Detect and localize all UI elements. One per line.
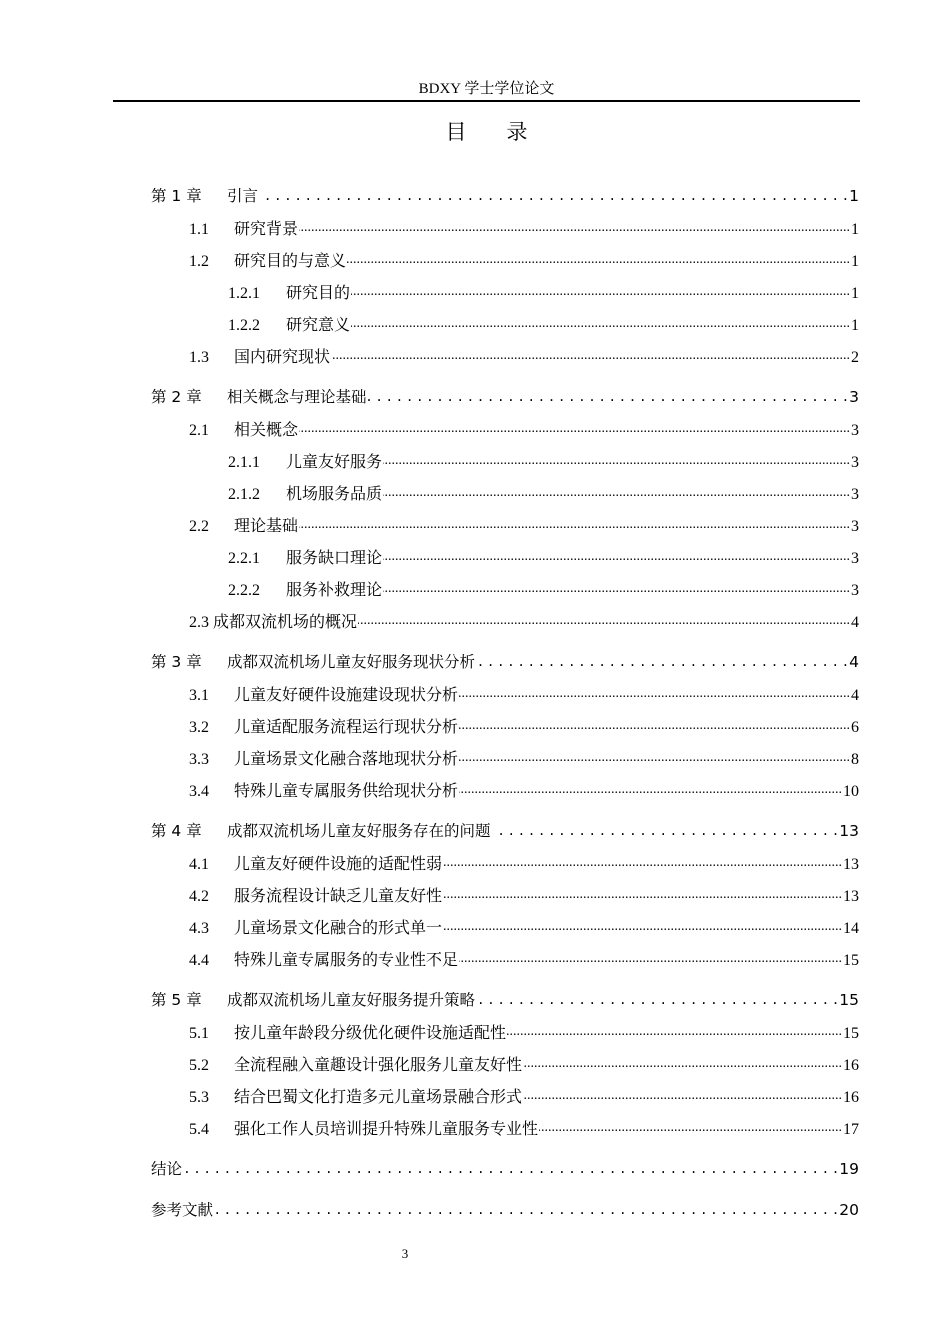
toc-entry[interactable]	[189, 1116, 859, 1138]
running-header: BDXY 学士学位论文	[418, 81, 555, 97]
toc-entry-page: 4	[851, 687, 859, 704]
toc-entry-title: 相关概念	[234, 422, 299, 439]
toc-entry[interactable]	[189, 609, 859, 631]
toc-entry[interactable]	[228, 449, 859, 471]
toc-entry-number: 2.2	[189, 518, 209, 535]
toc-dot-leader	[183, 1161, 838, 1179]
toc-entry-number: 1.1	[189, 221, 209, 238]
toc-entry[interactable]	[189, 513, 859, 535]
toc-entry-page: 10	[843, 783, 859, 800]
toc-entry-page: 17	[843, 1121, 859, 1138]
toc-dot-leader	[383, 485, 850, 503]
toc-entry-number: 第 3 章	[151, 653, 202, 671]
toc-entry[interactable]	[189, 883, 859, 905]
toc-dot-leader	[347, 252, 850, 270]
toc-entry-number: 1.2.2	[228, 317, 260, 334]
toc-entry-title: 相关概念与理论基础	[227, 388, 367, 406]
toc-entry[interactable]	[151, 988, 859, 1010]
toc-entry-title: 结合巴蜀文化打造多元儿童场景融合形式	[234, 1089, 523, 1106]
toc-dot-leader	[259, 188, 848, 206]
toc-dot-leader	[523, 1056, 842, 1074]
toc-entry-title: 研究背景	[234, 221, 299, 238]
toc-entry[interactable]	[228, 312, 859, 334]
toc-entry[interactable]	[189, 344, 859, 366]
toc-entry[interactable]	[151, 385, 859, 407]
toc-entry[interactable]	[228, 481, 859, 503]
toc-entry-number: 5.3	[189, 1089, 209, 1106]
toc-entry[interactable]	[189, 1020, 859, 1042]
toc-entry-title: 特殊儿童专属服务供给现状分析	[234, 783, 459, 800]
toc-entry[interactable]	[189, 1084, 859, 1106]
toc-entry-title: 机场服务品质	[286, 486, 383, 503]
toc-entry[interactable]	[189, 778, 859, 800]
toc-entry-title: 服务补救理论	[286, 582, 383, 599]
toc-entry-title: 引言	[227, 187, 259, 205]
toc-dot-leader	[331, 348, 850, 366]
toc-entry-page: 1	[851, 253, 859, 270]
toc-dot-leader	[507, 1024, 842, 1042]
toc-entry-number: 3.4	[189, 783, 209, 800]
toc-dot-leader	[459, 686, 850, 704]
toc-entry-number: 4.2	[189, 888, 209, 905]
toc-dot-leader	[368, 389, 849, 407]
toc-entry-page: 1	[851, 285, 859, 302]
toc-entry-number: 第 5 章	[151, 991, 202, 1009]
toc-dot-leader	[299, 421, 850, 439]
toc-dot-leader	[539, 1120, 842, 1138]
toc-dot-leader	[383, 549, 850, 567]
page-title	[113, 116, 860, 146]
toc-entry-title: 特殊儿童专属服务的专业性不足	[234, 952, 459, 969]
toc-entry-page: 3	[851, 550, 859, 567]
toc-dot-leader	[299, 220, 850, 238]
toc-entry-number: 3.3	[189, 751, 209, 768]
toc-entry-page: 20	[839, 1201, 859, 1219]
toc-dot-leader	[459, 951, 842, 969]
toc-entry-title: 儿童场景文化融合的形式单一	[234, 920, 443, 937]
toc-entry-title: 儿童友好服务	[286, 454, 383, 471]
toc-entry-page: 3	[851, 486, 859, 503]
toc-entry-page: 3	[849, 388, 859, 406]
toc-entry-number: 第 2 章	[151, 388, 202, 406]
toc-entry-number: 2.2.1	[228, 550, 260, 567]
title-char-2: 录	[506, 120, 528, 144]
toc-entry-title: 儿童适配服务流程运行现状分析	[234, 719, 459, 736]
toc-entry-number: 2.2.2	[228, 582, 260, 599]
toc-dot-leader	[443, 887, 842, 905]
toc-dot-leader	[299, 517, 850, 535]
toc-dot-leader	[523, 1088, 842, 1106]
toc-entry-page: 6	[851, 719, 859, 736]
toc-entry-number: 5.1	[189, 1025, 209, 1042]
toc-entry-page: 13	[843, 856, 859, 873]
toc-entry-page: 1	[851, 317, 859, 334]
toc-entry-title: 全流程融入童趣设计强化服务儿童友好性	[234, 1057, 523, 1074]
toc-entry-number: 2.1.1	[228, 454, 260, 471]
toc-entry-title: 参考文献	[151, 1201, 214, 1219]
toc-entry-title: 儿童场景文化融合落地现状分析	[234, 751, 459, 768]
toc-entry-number: 1.2	[189, 253, 209, 270]
header-rule	[113, 100, 860, 102]
toc-entry-page: 19	[839, 1160, 859, 1178]
toc-entry-page: 4	[849, 653, 859, 671]
toc-entry[interactable]	[151, 819, 859, 841]
toc-entry-number: 2.1.2	[228, 486, 260, 503]
toc-entry-title: 研究目的	[286, 285, 351, 302]
toc-entry-page: 3	[851, 518, 859, 535]
toc-entry[interactable]	[228, 280, 859, 302]
toc-dot-leader	[351, 316, 850, 334]
toc-entry-title: 强化工作人员培训提升特殊儿童服务专业性	[234, 1121, 539, 1138]
toc-entry-title: 服务缺口理论	[286, 550, 383, 567]
toc-entry-title: 成都双流机场儿童友好服务提升策略	[227, 991, 476, 1009]
toc-dot-leader	[459, 750, 850, 768]
toc-entry-page: 2	[851, 349, 859, 366]
toc-dot-leader	[214, 1202, 838, 1220]
toc-entry-title: 研究目的与意义	[234, 253, 347, 270]
toc-entry-page: 14	[843, 920, 859, 937]
toc-entry-number: 5.4	[189, 1121, 209, 1138]
toc-dot-leader	[459, 718, 850, 736]
toc-dot-leader	[443, 919, 842, 937]
toc-entry-number: 2.1	[189, 422, 209, 439]
toc-entry-page: 3	[851, 582, 859, 599]
toc-entry[interactable]	[189, 746, 859, 768]
toc-entry[interactable]	[189, 216, 859, 238]
toc-entry[interactable]	[189, 417, 859, 439]
toc-entry-page: 1	[851, 221, 859, 238]
toc-entry-number: 4.3	[189, 920, 209, 937]
toc-dot-leader	[358, 613, 850, 631]
toc-entry[interactable]	[189, 947, 859, 969]
toc-entry-title: 国内研究现状	[234, 349, 331, 366]
toc-entry-page: 1	[849, 187, 859, 205]
toc-entry-page: 16	[843, 1057, 859, 1074]
toc-dot-leader	[476, 654, 848, 672]
toc-entry-number: 第 4 章	[151, 822, 202, 840]
toc-dot-leader	[459, 782, 842, 800]
toc-entry-page: 16	[843, 1089, 859, 1106]
toc-entry-page: 15	[843, 952, 859, 969]
toc-entry-number: 5.2	[189, 1057, 209, 1074]
toc-entry-title: 结论	[151, 1160, 183, 1178]
toc-entry-title: 成都双流机场儿童友好服务现状分析	[227, 653, 476, 671]
toc-entry[interactable]	[189, 714, 859, 736]
toc-entry[interactable]	[151, 1198, 859, 1220]
toc-entry-number: 4.4	[189, 952, 209, 969]
toc-entry-number: 1.3	[189, 349, 209, 366]
toc-entry[interactable]	[189, 1052, 859, 1074]
toc-entry-page: 15	[843, 1025, 859, 1042]
toc-entry-page: 15	[839, 991, 859, 1009]
toc-entry[interactable]	[151, 184, 859, 206]
toc-entry-page: 13	[839, 822, 859, 840]
toc-entry-title: 成都双流机场儿童友好服务存在的问题	[227, 822, 491, 840]
toc-dot-leader	[443, 855, 842, 873]
toc-dot-leader	[476, 992, 838, 1010]
toc-entry-title: 研究意义	[286, 317, 351, 334]
toc-entry-number: 3.1	[189, 687, 209, 704]
toc-entry-number: 1.2.1	[228, 285, 260, 302]
toc-entry[interactable]	[228, 577, 859, 599]
toc-dot-leader	[383, 581, 850, 599]
toc-entry-number: 4.1	[189, 856, 209, 873]
toc-entry-page: 3	[851, 454, 859, 471]
toc-entry-page: 4	[851, 614, 859, 631]
toc-entry[interactable]	[189, 851, 859, 873]
toc-entry-number: 3.2	[189, 719, 209, 736]
toc-entry[interactable]	[151, 1157, 859, 1179]
toc-entry-number: 2.3	[189, 614, 213, 631]
toc-entry-number: 第 1 章	[151, 187, 202, 205]
toc-dot-leader	[492, 823, 839, 841]
toc-entry-title: 儿童友好硬件设施建设现状分析	[234, 687, 459, 704]
toc-entry-title: 服务流程设计缺乏儿童友好性	[234, 888, 443, 905]
toc-entry-title: 成都双流机场的概况	[213, 614, 358, 631]
title-char-1: 目	[445, 120, 467, 144]
toc-entry[interactable]	[189, 248, 859, 270]
toc-entry[interactable]	[189, 682, 859, 704]
toc-entry-title: 儿童友好硬件设施的适配性弱	[234, 856, 443, 873]
toc-entry[interactable]	[151, 650, 859, 672]
toc-entry-title: 理论基础	[234, 518, 299, 535]
toc-entry-title: 按儿童年龄段分级优化硬件设施适配性	[234, 1025, 507, 1042]
toc-entry[interactable]	[228, 545, 859, 567]
toc-dot-leader	[383, 453, 850, 471]
toc-entry-page: 8	[851, 751, 859, 768]
toc-entry-page: 3	[851, 422, 859, 439]
toc-dot-leader	[351, 284, 850, 302]
toc-entry-page: 13	[843, 888, 859, 905]
toc-entry[interactable]	[189, 915, 859, 937]
page-number: 3	[401, 1246, 409, 1261]
